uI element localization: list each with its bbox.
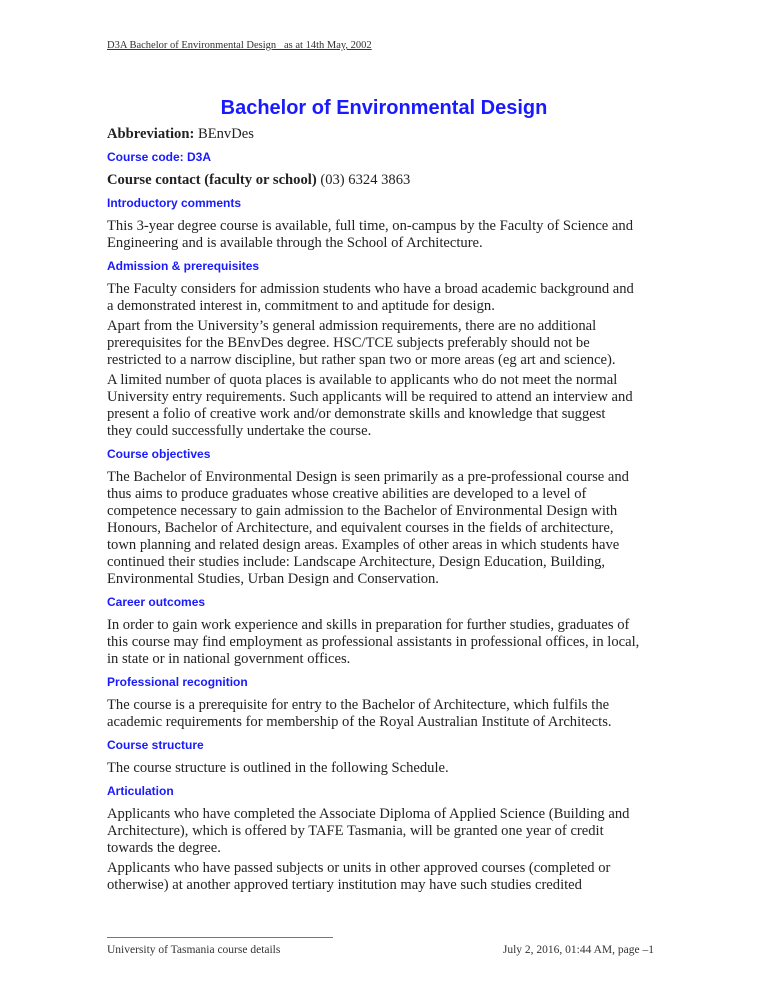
footer-rule bbox=[107, 937, 333, 938]
paragraph-line: towards the degree. bbox=[107, 840, 221, 856]
paragraph bbox=[107, 806, 667, 857]
paragraph-line: competence necessary to gain admission to the Bachelor of Environmental Design with bbox=[107, 503, 618, 519]
paragraph-line: otherwise) at another approved tertiary institution may have such studies credited bbox=[107, 877, 582, 893]
section-heading: Admission & prerequisites bbox=[107, 259, 260, 273]
footer-right: July 2, 2016, 01:44 AM, page –1 bbox=[502, 944, 654, 956]
paragraph bbox=[107, 697, 667, 731]
course-contact-value: (03) 6324 3863 bbox=[316, 172, 411, 188]
paragraph-line: Engineering and is available through the School of Architecture. bbox=[107, 235, 483, 251]
section-heading: Introductory comments bbox=[107, 196, 242, 210]
paragraph bbox=[107, 218, 667, 252]
paragraph-line: prerequisites for the BEnvDes degree. HSC/TCE subjects preferably should not be bbox=[107, 335, 590, 351]
paragraph-line: academic requirements for membership of the Royal Australian Institute of Architects. bbox=[107, 714, 612, 730]
paragraph-line: Apart from the University’s general admission requirements, there are no additional bbox=[107, 318, 597, 334]
paragraph-line: Honours, Bachelor of Architecture, and equivalent courses in the fields of architecture, bbox=[107, 520, 614, 536]
section-heading: Professional recognition bbox=[107, 675, 248, 689]
paragraph-line: This 3-year degree course is available, full time, on-campus by the Faculty of Science and bbox=[107, 218, 634, 234]
paragraph-line: Architecture), which is offered by TAFE Tasmania, will be granted one year of credit bbox=[107, 823, 604, 839]
paragraph-line: Applicants who have passed subjects or units in other approved courses (completed or bbox=[107, 860, 611, 876]
paragraph-line: Environmental Studies, Urban Design and Conservation. bbox=[107, 571, 439, 587]
section-heading: Course structure bbox=[107, 738, 204, 752]
paragraph-line: University entry requirements. Such applicants will be required to attend an interview and bbox=[107, 389, 633, 405]
abbreviation-line bbox=[107, 126, 667, 143]
paragraph-line: they could successfully undertake the course. bbox=[107, 423, 372, 439]
paragraph-line: present a folio of creative work and/or demonstrate skills and knowledge that suggest bbox=[107, 406, 606, 422]
course-contact-label: Course contact (faculty or school) bbox=[107, 172, 317, 188]
course-code: Course code: D3A bbox=[107, 150, 212, 164]
paragraph bbox=[107, 281, 667, 315]
paragraph-line: continued their studies include: Landscape Architecture, Design Education, Building, bbox=[107, 554, 606, 570]
paragraph bbox=[107, 469, 667, 588]
paragraph-line: thus aims to produce graduates whose creative abilities are developed to a level of bbox=[107, 486, 587, 502]
page-title: Bachelor of Environmental Design bbox=[220, 97, 548, 119]
document-body bbox=[107, 96, 667, 894]
paragraph-line: The Bachelor of Environmental Design is seen primarily as a pre-professional course and bbox=[107, 469, 629, 485]
paragraph bbox=[107, 617, 667, 668]
paragraph-line: The course is a prerequisite for entry to the Bachelor of Architecture, which fulfils the bbox=[107, 697, 610, 713]
course-contact-line bbox=[107, 172, 667, 189]
section-heading: Course objectives bbox=[107, 447, 211, 461]
section-heading: Articulation bbox=[107, 784, 174, 798]
paragraph-line: In order to gain work experience and skills in preparation for further studies, graduates of bbox=[107, 617, 630, 633]
paragraph bbox=[107, 760, 667, 777]
footer-left: University of Tasmania course details bbox=[107, 944, 281, 956]
abbreviation-label: Abbreviation: bbox=[107, 126, 195, 142]
paragraph-line: Applicants who have completed the Associate Diploma of Applied Science (Building and bbox=[107, 806, 630, 822]
paragraph-line: The Faculty considers for admission students who have a broad academic background and bbox=[107, 281, 634, 297]
paragraph bbox=[107, 372, 667, 440]
paragraph-line: a demonstrated interest in, commitment to and aptitude for design. bbox=[107, 298, 495, 314]
abbreviation-value: BEnvDes bbox=[194, 126, 254, 142]
running-header: D3A Bachelor of Environmental Design as at 14th May, 2002 bbox=[107, 40, 372, 51]
paragraph bbox=[107, 860, 667, 894]
paragraph-line: The course structure is outlined in the following Schedule. bbox=[107, 760, 449, 776]
paragraph-line: town planning and related design areas. Examples of other areas in which students have bbox=[107, 537, 620, 553]
sections bbox=[107, 195, 667, 894]
paragraph-line: this course may find employment as professional assistants in professional offices, in local, bbox=[107, 634, 640, 650]
paragraph-line: restricted to a narrow discipline, but rather span two or more areas (eg art and science). bbox=[107, 352, 616, 368]
paragraph-line: A limited number of quota places is available to applicants who do not meet the normal bbox=[107, 372, 618, 388]
paragraph bbox=[107, 318, 667, 369]
section-heading: Career outcomes bbox=[107, 595, 206, 609]
paragraph-line: in state or in national government offices. bbox=[107, 651, 351, 667]
